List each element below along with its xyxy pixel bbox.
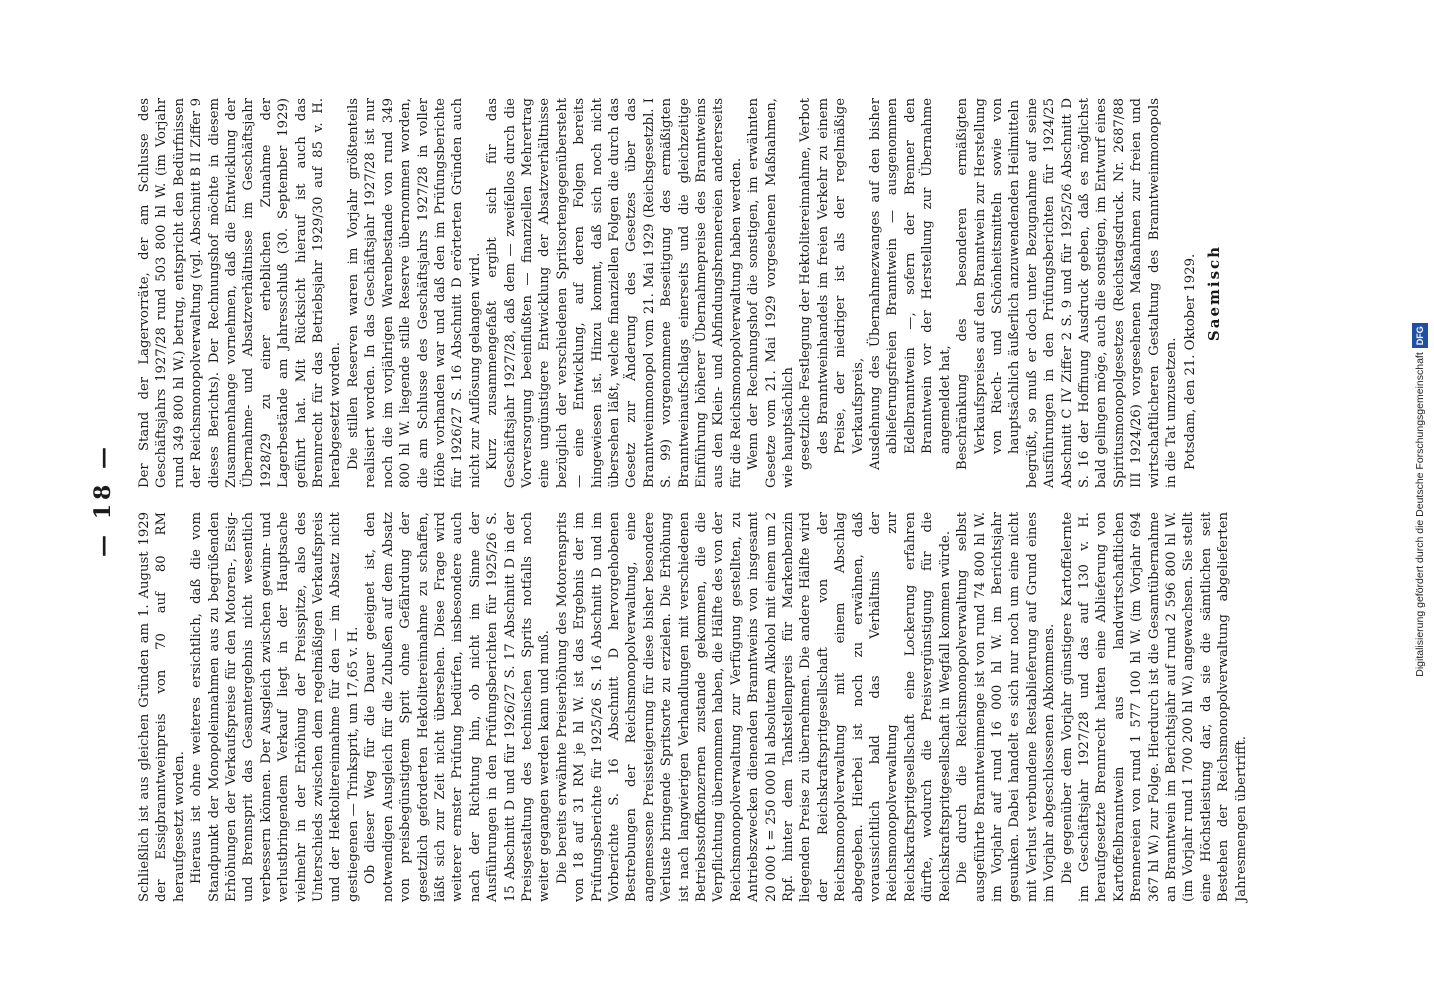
list-item: Beschränkung des besonderen ermäßigten Verkaufspreises auf den Branntwein zur Herstellung von Riech- und Schönheitsmitteln sowie von hauptsächlich äußerlich anzuwendenden Heilmitteln [955,98,1023,470]
place-and-date: Potsdam, den 21. Oktober 1929. [1183,253,1199,470]
list-item: Ausdehnung des Übernahmezwanges auf den bisher ablieferungsfreien Branntwein — ausgenommen Edelbranntwein —, sofern der Brenner den Branntwein vor der Herstellung zur Übernahme angemeldet hat, [868,98,953,470]
measures-list [797,98,1023,488]
paragraph: Ob dieser Weg für die Dauer geeignet ist, den notwendigen Ausgleich für die Zubußen auf dem Absatz von preisbegünstigtem Sprit ohne Gefährdung der gesetzlich geforderten Hektolitereinnahme zu schaffen, läßt sich zur Zeit nicht übersehen. Diese Frage wird weiterer ernster Prüfung bedürfen, insbesondere auch nach der Richtung hin, ob nicht im Sinne der Ausführungen in den Prüfungsberichten für 1925/26 S. 15 Abschnitt D und für 1926/27 S. 17 Abschnitt D in der Preisgestaltung des technischen Sprits notfalls noch weiter gegangen werden kann und muß. [363,512,553,902]
paragraph: Schließlich ist aus gleichen Gründen am 1. August 1929 der Essigbranntweinpreis von 70 auf 80 RM heraufgesetzt worden. [137,512,187,902]
paragraph: Kurz zusammengefaßt ergibt sich für das Geschäftsjahr 1927/28, daß dem — zweifellos durch die Vorversorgung beeinflußten — finanziellen Mehrertrag eine ungünstigere Entwicklung der Absatzverhältnisse bezüglich der verschiedenen Spritsortengegenübersteht — eine Entwicklung, auf deren Folgen bereits hingewiesen ist. Hinzu kommt, daß sich noch nicht übersehen läßt, welche finanziellen Folgen die durch das Gesetz zur Änderung des Gesetzes über das Branntweinmonopol vom 21. Mai 1929 (Reichsgesetzbl. I S. 99) vorgenommene Beseitigung des ermäßigten Branntweinaufschlags einerseits und die gleichzeitige Einführung höherer Übernahmepreise des Branntweins aus den Klein- und Abfindungsbrennereien andererseits für die Reichsmonopolverwaltung haben werden. [485,98,744,488]
paragraph: Die durch die Reichsmonopolverwaltung selbst ausgeführte Branntweinmenge ist von rund 74 800 hl W. im Vorjahr auf rund 16 000 hl W. im Berichtsjahr gesunken. Dabei handelt es sich nur noch um eine nicht mit Verlust verbundene Restablieferung auf Grund eines im Vorjahr abgeschlossenen Abkommens. [955,512,1058,902]
paragraph: Die bereits erwähnte Preiserhöhung des Motorensprits von 18 auf 31 RM je hl W. ist das Ergebnis der im Prüfungsberichte für 1925/26 S. 16 Abschnitt D und im Vorberichte S. 16 Abschnitt D hervorgehobenen Bestrebungen der Reichsmonopolverwaltung, eine angemessene Preissteigerung für diese bisher besondere Verluste bringende Spritsorte zu erzielen. Die Erhöhung ist nach langwierigen Verhandlungen mit verschiedenen Betriebsstoffkonzernen zustande gekommen, die die Verpflichtung übernommen haben, die Hälfte des von der Reichsmonopolverwaltung zur Verfügung gestellten, zu Antriebszwecken dienenden Branntweins von insgesamt 20 000 t = 250 000 hl absolutem Alkohol mit einem um 2 Rpf. hinter dem Tankstellenpreis für Markenbenzin liegenden Preise zu übernehmen. Die andere Hälfte wird der Reichskraftspritgesellschaft von der Reichsmonopolverwaltung mit einem Abschlag abgegeben. Hierbei ist noch zu erwähnen, daß voraussichtlich bald das Verhältnis der Reichsmonopolverwaltung zur Reichskraftspritgesellschaft eine Lockerung erfahren dürfte, wodurch die Preisvergünstigung für die Reichskraftspritgesellschaft in Wegfall kommen würde. [554,512,953,902]
paragraph: Wenn der Rechnungshof die sonstigen, im erwähnten Gesetze vom 21. Mai 1929 vorgesehenen Maßnahmen, wie hauptsächlich [746,98,797,488]
paragraph: Die stillen Reserven waren im Vorjahr größtenteils realisiert worden. In das Geschäftsjahr 1927/28 ist nur noch die im vorjährigen Warenbestande von rund 349 800 hl W. liegende stille Reserve übernommen worden, die am Schlusse des Geschäftsjahrs 1927/28 in voller Höhe vorhanden war und daß den im Prüfungsberichte für 1926/27 S. 16 Abschnitt D erörterten Gründen auch nicht zur Auflösung gelangen wird. [345,98,483,488]
list-item: gesetzliche Festlegung der Hektolitereinnahme, Verbot des Branntweinhandels im freien Verkehr zu einem Preise, der niedriger ist als der regelmäßige Verkaufspreis, [798,98,866,470]
dfg-logo: DFG [1412,323,1428,348]
paragraph: begrüßt, so muß er doch unter Bezugnahme auf seine Ausführungen in den Prüfungsberichten für 1924/25 Abschnitt C IV Ziffer 2 S. 9 und für 1925/26 Abschnitt D S. 16 der Hoffnung Ausdruck geben, daß es möglichst bald gelingen möge, auch die sonstigen, im Entwurf eines Spiritusmonopolgesetzes (Reichstagsdruck. Nr. 2687/88 III 1924/26) vorgesehenen Maßnahmen zur freien und wirtschaftlicheren Gestaltung des Branntweinmonopols in die Tat umzusetzen. [1024,98,1179,488]
right-text-column [136,98,1223,488]
paragraph: Die gegenüber dem Vorjahr günstigere Kartoffelernte im Geschäftsjahr 1927/28 und das auf 130 v. H. heraufgesetzte Brennrecht hatten eine Ablieferung von Kartoffelbranntwein aus landwirtschaftlichen Brennereien von rund 1 577 100 hl W. (im Vorjahr 694 367 hl W.) zur Folge. Hierdurch ist die Gesamtübernahme an Branntwein im Berichtsjahr auf rund 2 596 800 hl W. (im Vorjahr rund 1 700 200 hl W.) angewachsen. Sie stellt eine Höchstleistung dar, da sie die sämtlichen seit Bestehen der Reichsmonopolverwaltung abgelieferten Jahresmengen übertrifft. [1059,512,1249,902]
paragraph: Hieraus ist ohne weiteres ersichtlich, daß die vom Standpunkt der Monopoleinnahmen aus zu begrüßenden Erhöhungen der Verkaufspreise für den Motoren-, Essig- und Brennsprit das Gesamtergebnis nicht wesentlich verbessern können. Der Ausgleich zwischen gewinn- und verlustbringendem Verkauf liegt in der Hauptsache vielmehr in der Erhöhung der Preisspitze, also des Unterschieds zwischen dem regelmäßigen Verkaufspreis und der Hektolitereinnahme für den — im Absatz nicht gestiegenen — Trinksprit, um 17,65 v. H. [189,512,361,902]
digitization-credit [1412,120,1428,880]
left-text-column [136,512,1250,902]
signature: Saemisch [1204,244,1223,342]
page-number: — 18 — [90,443,116,557]
paragraph: Der Stand der Lagervorräte, der am Schlusse des Geschäftsjahrs 1927/28 rund 503 800 hl W. (im Vorjahr rund 349 800 hl W.) betrug, entspricht den Bedürfnissen der Reichsmonopolverwaltung (vgl. Abschnitt B II Ziffer 9 dieses Berichts). Der Rechnungshof möchte in diesem Zusammenhange vornehmen, daß die Entwicklung der Übernahme- und Absatzverhältnisse im Geschäftsjahr 1928/29 zu einer erheblichen Zunahme der Lagerbestände am Jahresschluß (30. September 1929) geführt hat. Mit Rücksicht hierauf ist auch das Brennrecht für das Betriebsjahr 1929/30 auf 85 v. H. herabgesetzt worden. [137,98,344,488]
digitization-credit-text: Digitalisierung gefördert durch die Deutsche Forschungsgemeinschaft [1414,352,1426,677]
rotated-document-page [90,90,1270,910]
